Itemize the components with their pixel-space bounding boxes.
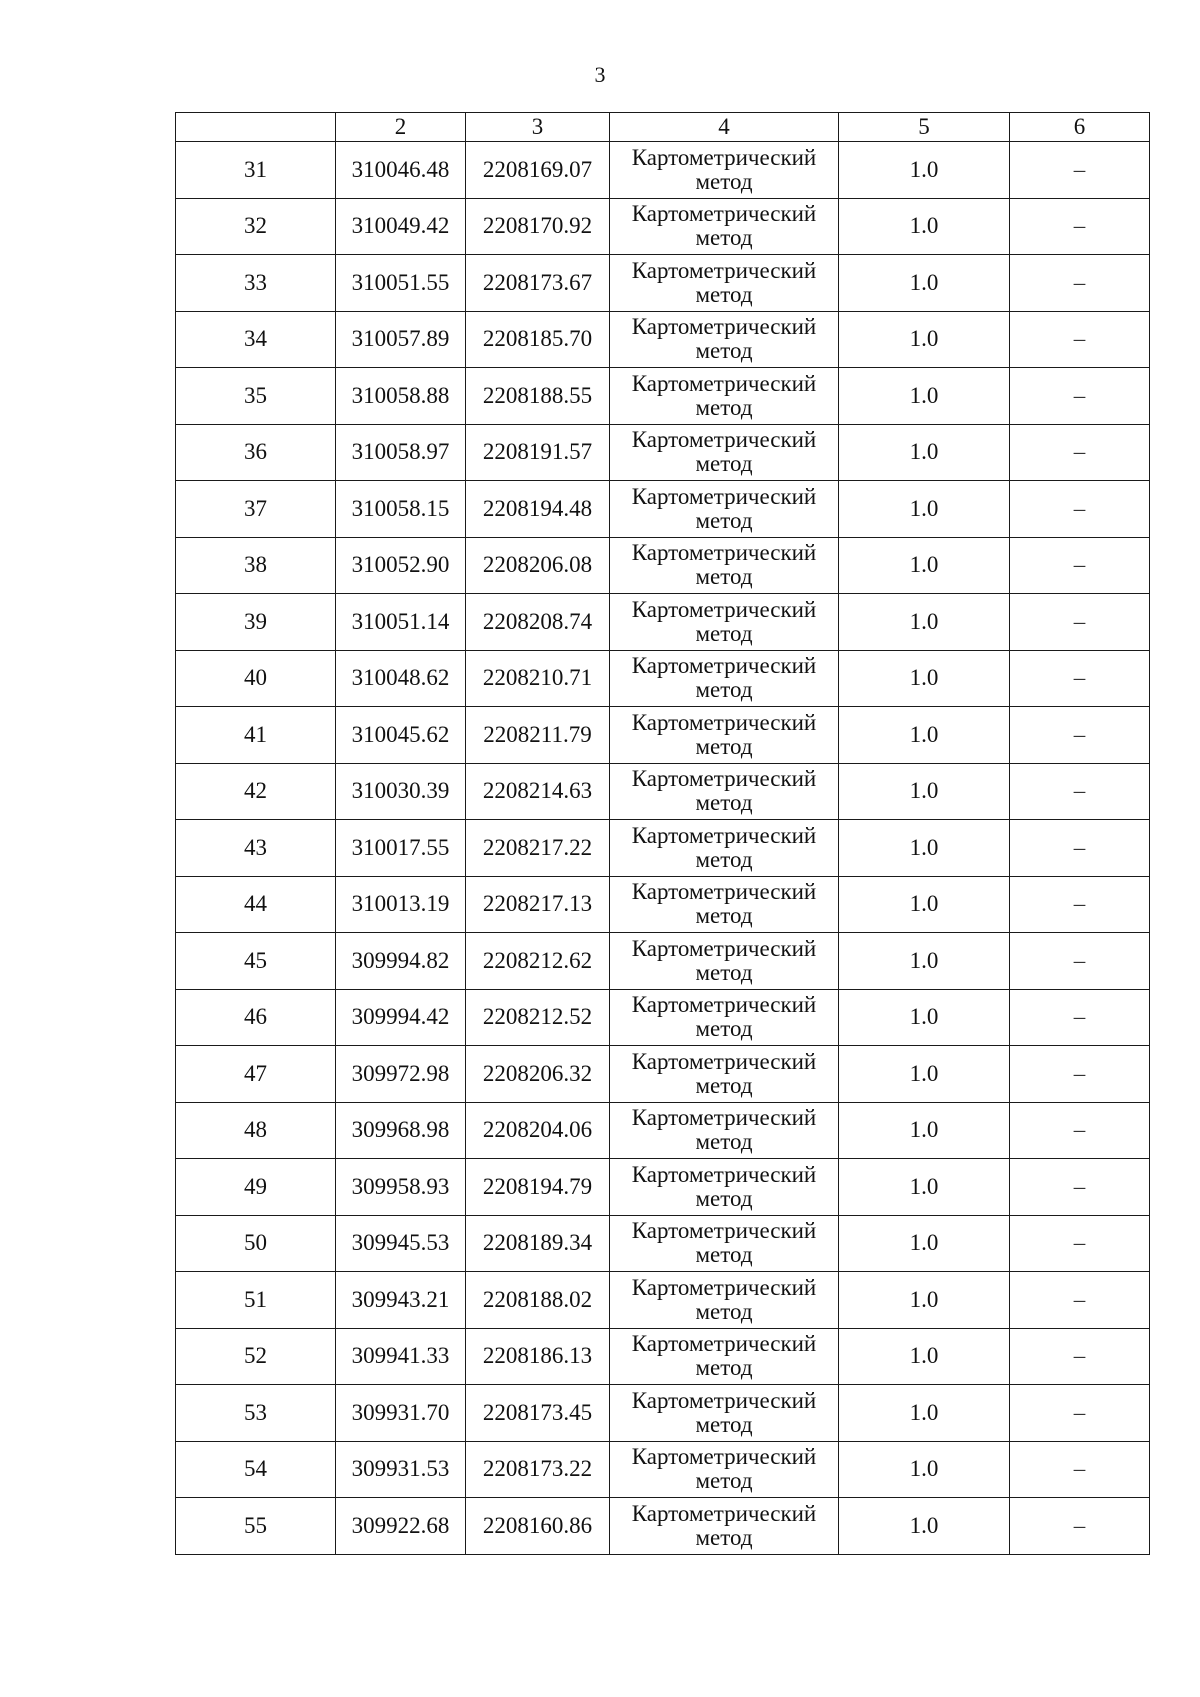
- method-line-2: метод: [695, 620, 753, 646]
- y-coordinate-cell: 2208186.13: [466, 1328, 610, 1385]
- point-number-cell: 47: [176, 1046, 336, 1103]
- method-cell: [610, 1046, 839, 1103]
- method-line-2: метод: [695, 394, 753, 420]
- accuracy-cell: 1.0: [839, 1102, 1010, 1159]
- table-row: [176, 311, 1150, 368]
- x-coordinate-cell: 310030.39: [336, 763, 466, 820]
- method-cell: [610, 1385, 839, 1442]
- accuracy-cell: 1.0: [839, 255, 1010, 312]
- method-line-2: метод: [695, 790, 753, 816]
- accuracy-cell: 1.0: [839, 142, 1010, 199]
- point-number-cell: 32: [176, 198, 336, 255]
- point-number-cell: 31: [176, 142, 336, 199]
- y-coordinate-cell: 2208206.32: [466, 1046, 610, 1103]
- note-cell: –: [1010, 1215, 1150, 1272]
- y-coordinate-cell: 2208191.57: [466, 424, 610, 481]
- x-coordinate-cell: 310052.90: [336, 537, 466, 594]
- x-coordinate-cell: 310051.55: [336, 255, 466, 312]
- table-row: [176, 481, 1150, 538]
- note-cell: –: [1010, 424, 1150, 481]
- y-coordinate-cell: 2208188.02: [466, 1272, 610, 1329]
- table-row: [176, 1102, 1150, 1159]
- accuracy-cell: 1.0: [839, 481, 1010, 538]
- table-row: [176, 368, 1150, 425]
- note-cell: –: [1010, 707, 1150, 764]
- accuracy-cell: 1.0: [839, 763, 1010, 820]
- method-cell: [610, 537, 839, 594]
- x-coordinate-cell: 310051.14: [336, 594, 466, 651]
- y-coordinate-cell: 2208206.08: [466, 537, 610, 594]
- y-coordinate-cell: 2208208.74: [466, 594, 610, 651]
- method-line-1: Картометрический: [631, 653, 817, 679]
- x-coordinate-cell: 310049.42: [336, 198, 466, 255]
- point-number-cell: 39: [176, 594, 336, 651]
- method-cell: [610, 820, 839, 877]
- method-cell: [610, 142, 839, 199]
- page-number: 3: [594, 62, 606, 87]
- method-line-1: Картометрический: [631, 596, 817, 622]
- table-row: [176, 1215, 1150, 1272]
- coordinates-table: [175, 112, 1150, 1555]
- method-cell: [610, 1215, 839, 1272]
- point-number-cell: 43: [176, 820, 336, 877]
- x-coordinate-cell: 309972.98: [336, 1046, 466, 1103]
- method-cell: [610, 1498, 839, 1555]
- accuracy-cell: 1.0: [839, 1498, 1010, 1555]
- x-coordinate-cell: 309958.93: [336, 1159, 466, 1216]
- table-row: [176, 763, 1150, 820]
- table-row: [176, 650, 1150, 707]
- method-line-2: метод: [695, 1355, 753, 1381]
- method-line-2: метод: [695, 1242, 753, 1268]
- table-row: [176, 1046, 1150, 1103]
- header-cell: 6: [1010, 113, 1150, 142]
- header-cell: 2: [336, 113, 466, 142]
- table-row: [176, 989, 1150, 1046]
- method-line-2: метод: [695, 507, 753, 533]
- method-line-1: Картометрический: [631, 144, 817, 170]
- y-coordinate-cell: 2208169.07: [466, 142, 610, 199]
- x-coordinate-cell: 310057.89: [336, 311, 466, 368]
- accuracy-cell: 1.0: [839, 933, 1010, 990]
- accuracy-cell: 1.0: [839, 1215, 1010, 1272]
- x-coordinate-cell: 310013.19: [336, 876, 466, 933]
- y-coordinate-cell: 2208185.70: [466, 311, 610, 368]
- method-cell: [610, 255, 839, 312]
- accuracy-cell: 1.0: [839, 424, 1010, 481]
- method-line-1: Картометрический: [631, 483, 817, 509]
- method-line-2: метод: [695, 959, 753, 985]
- method-line-1: Картометрический: [631, 935, 817, 961]
- table-row: [176, 1385, 1150, 1442]
- method-line-1: Картометрический: [631, 201, 817, 227]
- method-line-1: Картометрический: [631, 1274, 817, 1300]
- x-coordinate-cell: 310058.97: [336, 424, 466, 481]
- table-row: [176, 594, 1150, 651]
- note-cell: –: [1010, 368, 1150, 425]
- accuracy-cell: 1.0: [839, 198, 1010, 255]
- method-line-1: Картометрический: [631, 314, 817, 340]
- accuracy-cell: 1.0: [839, 1328, 1010, 1385]
- accuracy-cell: 1.0: [839, 537, 1010, 594]
- table-row: [176, 1272, 1150, 1329]
- y-coordinate-cell: 2208211.79: [466, 707, 610, 764]
- method-cell: [610, 481, 839, 538]
- point-number-cell: 46: [176, 989, 336, 1046]
- point-number-cell: 36: [176, 424, 336, 481]
- y-coordinate-cell: 2208194.48: [466, 481, 610, 538]
- note-cell: –: [1010, 198, 1150, 255]
- x-coordinate-cell: 309922.68: [336, 1498, 466, 1555]
- x-coordinate-cell: 310048.62: [336, 650, 466, 707]
- x-coordinate-cell: 309994.82: [336, 933, 466, 990]
- method-cell: [610, 876, 839, 933]
- x-coordinate-cell: 310058.88: [336, 368, 466, 425]
- x-coordinate-cell: 310046.48: [336, 142, 466, 199]
- header-cell: [176, 113, 336, 142]
- method-line-2: метод: [695, 1411, 753, 1437]
- method-line-1: Картометрический: [631, 1444, 817, 1470]
- method-cell: [610, 594, 839, 651]
- accuracy-cell: 1.0: [839, 820, 1010, 877]
- table-row: [176, 424, 1150, 481]
- y-coordinate-cell: 2208217.22: [466, 820, 610, 877]
- header-cell: 5: [839, 113, 1010, 142]
- method-line-2: метод: [695, 225, 753, 251]
- method-line-1: Картометрический: [631, 1161, 817, 1187]
- accuracy-cell: 1.0: [839, 1441, 1010, 1498]
- method-cell: [610, 650, 839, 707]
- point-number-cell: 44: [176, 876, 336, 933]
- method-line-2: метод: [695, 903, 753, 929]
- method-line-2: метод: [695, 338, 753, 364]
- header-cell: 3: [466, 113, 610, 142]
- method-line-2: метод: [695, 1185, 753, 1211]
- y-coordinate-cell: 2208160.86: [466, 1498, 610, 1555]
- y-coordinate-cell: 2208188.55: [466, 368, 610, 425]
- method-cell: [610, 763, 839, 820]
- note-cell: –: [1010, 481, 1150, 538]
- note-cell: –: [1010, 594, 1150, 651]
- y-coordinate-cell: 2208194.79: [466, 1159, 610, 1216]
- table-row: [176, 1328, 1150, 1385]
- point-number-cell: 34: [176, 311, 336, 368]
- accuracy-cell: 1.0: [839, 989, 1010, 1046]
- accuracy-cell: 1.0: [839, 1159, 1010, 1216]
- x-coordinate-cell: 309994.42: [336, 989, 466, 1046]
- method-cell: [610, 707, 839, 764]
- method-line-2: метод: [695, 564, 753, 590]
- point-number-cell: 54: [176, 1441, 336, 1498]
- table-row: [176, 876, 1150, 933]
- method-line-2: метод: [695, 1298, 753, 1324]
- method-line-2: метод: [695, 733, 753, 759]
- note-cell: –: [1010, 1498, 1150, 1555]
- point-number-cell: 52: [176, 1328, 336, 1385]
- note-cell: –: [1010, 1159, 1150, 1216]
- x-coordinate-cell: 309945.53: [336, 1215, 466, 1272]
- point-number-cell: 51: [176, 1272, 336, 1329]
- point-number-cell: 55: [176, 1498, 336, 1555]
- point-number-cell: 38: [176, 537, 336, 594]
- point-number-cell: 50: [176, 1215, 336, 1272]
- accuracy-cell: 1.0: [839, 1046, 1010, 1103]
- y-coordinate-cell: 2208212.62: [466, 933, 610, 990]
- note-cell: –: [1010, 1046, 1150, 1103]
- y-coordinate-cell: 2208204.06: [466, 1102, 610, 1159]
- y-coordinate-cell: 2208210.71: [466, 650, 610, 707]
- accuracy-cell: 1.0: [839, 368, 1010, 425]
- point-number-cell: 37: [176, 481, 336, 538]
- method-line-2: метод: [695, 1524, 753, 1550]
- point-number-cell: 41: [176, 707, 336, 764]
- table-row: [176, 933, 1150, 990]
- method-line-1: Картометрический: [631, 766, 817, 792]
- x-coordinate-cell: 309943.21: [336, 1272, 466, 1329]
- method-line-1: Картометрический: [631, 1500, 817, 1526]
- note-cell: –: [1010, 142, 1150, 199]
- method-cell: [610, 1102, 839, 1159]
- note-cell: –: [1010, 1328, 1150, 1385]
- y-coordinate-cell: 2208214.63: [466, 763, 610, 820]
- method-cell: [610, 933, 839, 990]
- table-row: [176, 820, 1150, 877]
- table-row: [176, 1159, 1150, 1216]
- accuracy-cell: 1.0: [839, 707, 1010, 764]
- method-cell: [610, 989, 839, 1046]
- method-line-2: метод: [695, 1072, 753, 1098]
- point-number-cell: 48: [176, 1102, 336, 1159]
- method-line-2: метод: [695, 1468, 753, 1494]
- table-row: [176, 707, 1150, 764]
- method-line-1: Картометрический: [631, 540, 817, 566]
- note-cell: –: [1010, 255, 1150, 312]
- accuracy-cell: 1.0: [839, 1272, 1010, 1329]
- method-cell: [610, 368, 839, 425]
- table-row: [176, 1441, 1150, 1498]
- method-line-1: Картометрический: [631, 427, 817, 453]
- method-cell: [610, 424, 839, 481]
- method-cell: [610, 1328, 839, 1385]
- note-cell: –: [1010, 1385, 1150, 1442]
- accuracy-cell: 1.0: [839, 594, 1010, 651]
- point-number-cell: 40: [176, 650, 336, 707]
- method-cell: [610, 1159, 839, 1216]
- method-cell: [610, 1272, 839, 1329]
- point-number-cell: 49: [176, 1159, 336, 1216]
- note-cell: –: [1010, 537, 1150, 594]
- y-coordinate-cell: 2208212.52: [466, 989, 610, 1046]
- method-cell: [610, 1441, 839, 1498]
- method-line-1: Картометрический: [631, 879, 817, 905]
- accuracy-cell: 1.0: [839, 876, 1010, 933]
- note-cell: –: [1010, 989, 1150, 1046]
- table-row: [176, 255, 1150, 312]
- x-coordinate-cell: 310058.15: [336, 481, 466, 538]
- accuracy-cell: 1.0: [839, 1385, 1010, 1442]
- method-cell: [610, 311, 839, 368]
- method-line-1: Картометрический: [631, 1218, 817, 1244]
- point-number-cell: 53: [176, 1385, 336, 1442]
- x-coordinate-cell: 310017.55: [336, 820, 466, 877]
- y-coordinate-cell: 2208173.45: [466, 1385, 610, 1442]
- x-coordinate-cell: 309931.53: [336, 1441, 466, 1498]
- point-number-cell: 35: [176, 368, 336, 425]
- note-cell: –: [1010, 876, 1150, 933]
- point-number-cell: 42: [176, 763, 336, 820]
- y-coordinate-cell: 2208217.13: [466, 876, 610, 933]
- x-coordinate-cell: 310045.62: [336, 707, 466, 764]
- method-line-1: Картометрический: [631, 257, 817, 283]
- point-number-cell: 33: [176, 255, 336, 312]
- note-cell: –: [1010, 311, 1150, 368]
- table-header-row: [176, 113, 1150, 142]
- x-coordinate-cell: 309968.98: [336, 1102, 466, 1159]
- note-cell: –: [1010, 1102, 1150, 1159]
- y-coordinate-cell: 2208173.22: [466, 1441, 610, 1498]
- method-line-1: Картометрический: [631, 822, 817, 848]
- method-line-1: Картометрический: [631, 1331, 817, 1357]
- method-line-2: метод: [695, 677, 753, 703]
- method-cell: [610, 198, 839, 255]
- accuracy-cell: 1.0: [839, 311, 1010, 368]
- x-coordinate-cell: 309941.33: [336, 1328, 466, 1385]
- method-line-2: метод: [695, 168, 753, 194]
- method-line-2: метод: [695, 1129, 753, 1155]
- method-line-1: Картометрический: [631, 992, 817, 1018]
- method-line-2: метод: [695, 1016, 753, 1042]
- point-number-cell: 45: [176, 933, 336, 990]
- note-cell: –: [1010, 1272, 1150, 1329]
- y-coordinate-cell: 2208173.67: [466, 255, 610, 312]
- method-line-1: Картометрический: [631, 370, 817, 396]
- method-line-2: метод: [695, 281, 753, 307]
- method-line-1: Картометрический: [631, 1048, 817, 1074]
- table-row: [176, 198, 1150, 255]
- accuracy-cell: 1.0: [839, 650, 1010, 707]
- note-cell: –: [1010, 820, 1150, 877]
- x-coordinate-cell: 309931.70: [336, 1385, 466, 1442]
- method-line-2: метод: [695, 451, 753, 477]
- table-row: [176, 142, 1150, 199]
- y-coordinate-cell: 2208189.34: [466, 1215, 610, 1272]
- note-cell: –: [1010, 1441, 1150, 1498]
- note-cell: –: [1010, 933, 1150, 990]
- note-cell: –: [1010, 650, 1150, 707]
- method-line-2: метод: [695, 846, 753, 872]
- method-line-1: Картометрический: [631, 1387, 817, 1413]
- y-coordinate-cell: 2208170.92: [466, 198, 610, 255]
- table-row: [176, 1498, 1150, 1555]
- header-cell: 4: [610, 113, 839, 142]
- method-line-1: Картометрический: [631, 709, 817, 735]
- method-line-1: Картометрический: [631, 1105, 817, 1131]
- note-cell: –: [1010, 763, 1150, 820]
- table-row: [176, 537, 1150, 594]
